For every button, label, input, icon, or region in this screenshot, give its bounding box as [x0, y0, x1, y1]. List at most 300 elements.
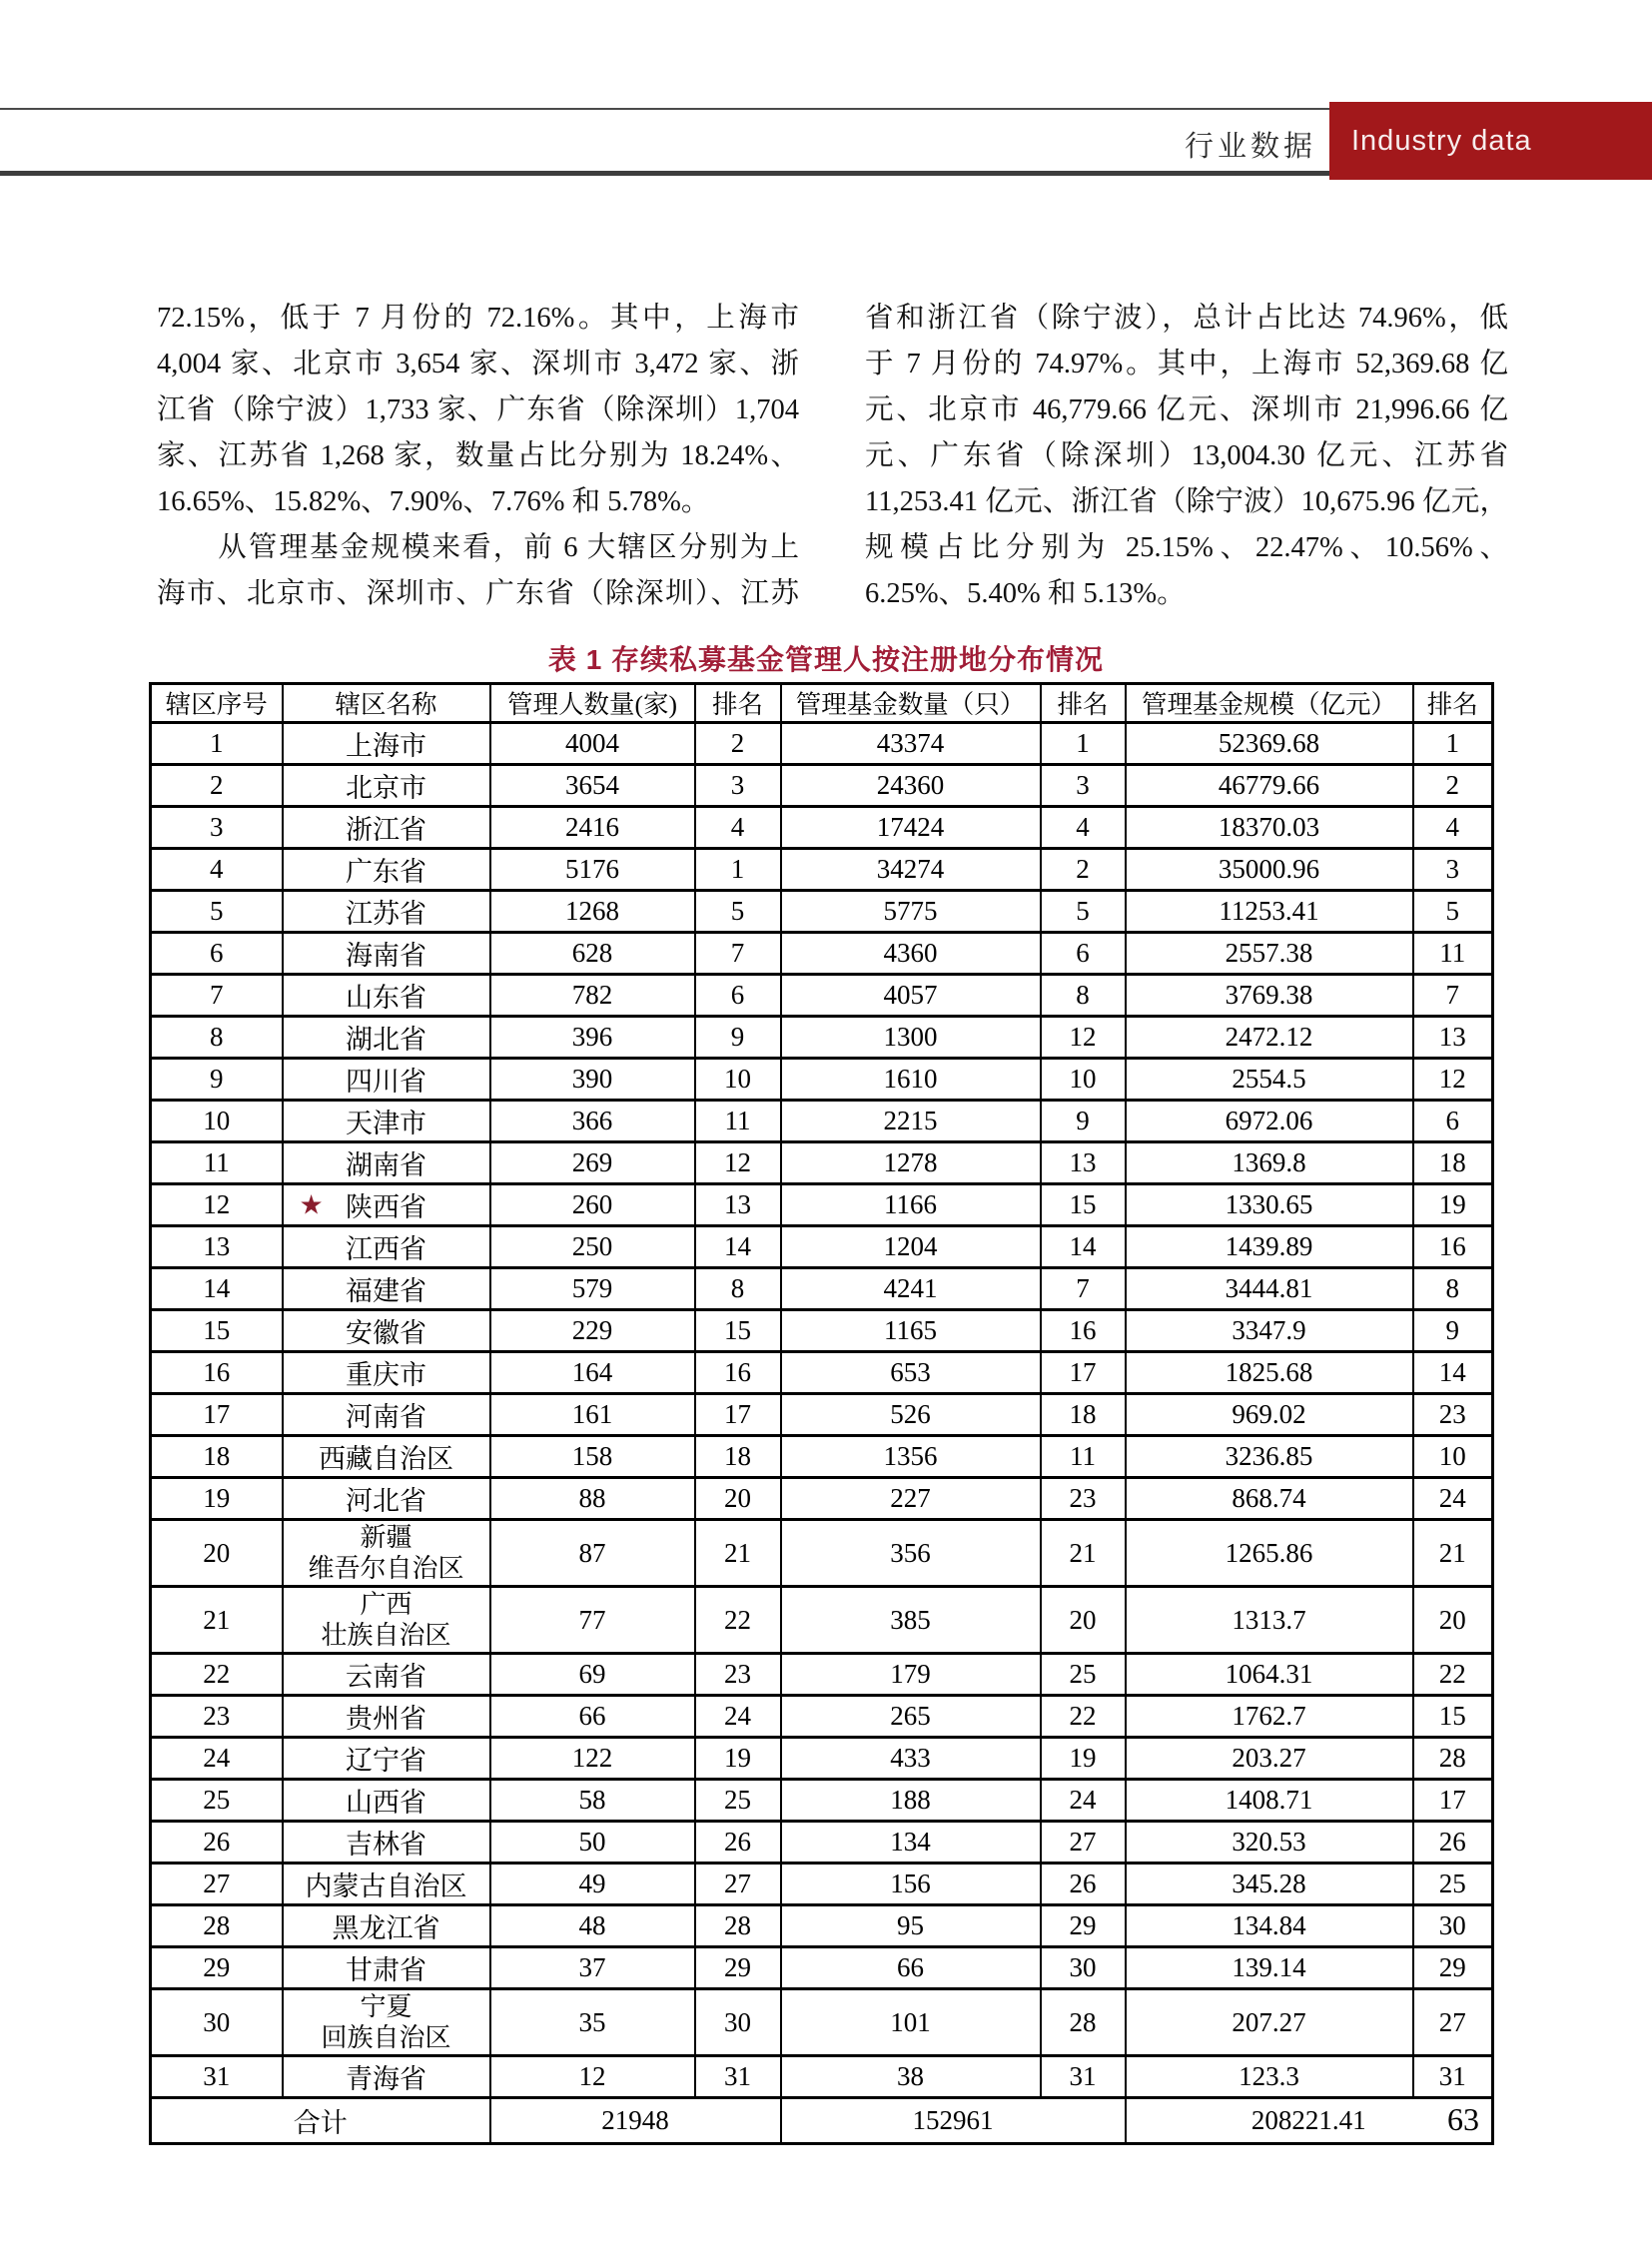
- column-header: 管理基金数量（只）: [781, 684, 1041, 723]
- cell-region-name: [283, 891, 490, 933]
- cell-funds: 95: [781, 1905, 1041, 1947]
- page-number: 63: [1447, 2101, 1479, 2137]
- cell-funds: 66: [781, 1947, 1041, 1989]
- cell-funds-rank: 18: [1041, 1394, 1126, 1436]
- cell-funds: 385: [781, 1587, 1041, 1654]
- cell-managers: 269: [490, 1142, 695, 1184]
- cell-funds-rank: 24: [1041, 1780, 1126, 1822]
- cell-funds: 17424: [781, 807, 1041, 849]
- cell-scale: 1825.68: [1126, 1352, 1413, 1394]
- cell-funds: 1300: [781, 1017, 1041, 1059]
- region-name: 上海市: [346, 731, 426, 761]
- cell-managers-rank: 10: [695, 1059, 781, 1101]
- cell-managers: 48: [490, 1905, 695, 1947]
- cell-region-no: 23: [151, 1696, 283, 1738]
- region-name: 宁夏 回族自治区: [321, 1992, 451, 2052]
- cell-managers: 5176: [490, 849, 695, 891]
- region-name: 青海省: [346, 2064, 426, 2094]
- table-row: [151, 933, 1493, 975]
- table-row: [151, 1352, 1493, 1394]
- cell-region-no: 14: [151, 1268, 283, 1310]
- cell-region-name: [283, 1101, 490, 1142]
- cell-region-name: [283, 1822, 490, 1864]
- table-row: [151, 1905, 1493, 1947]
- cell-funds: 101: [781, 1989, 1041, 2056]
- distribution-table: [149, 682, 1494, 2145]
- cell-region-no: 29: [151, 1947, 283, 1989]
- cell-region-no: 12: [151, 1184, 283, 1226]
- text-line: 元、北京市 46,779.66 亿元、深圳市 21,996.66 亿: [865, 394, 1508, 425]
- cell-scale-rank: 2: [1413, 765, 1493, 807]
- cell-managers-rank: 25: [695, 1780, 781, 1822]
- cell-managers-rank: 11: [695, 1101, 781, 1142]
- cell-scale: 2557.38: [1126, 933, 1413, 975]
- cell-funds-rank: 5: [1041, 891, 1126, 933]
- cell-managers: 12: [490, 2056, 695, 2098]
- cell-region-no: 8: [151, 1017, 283, 1059]
- region-name: 江苏省: [346, 899, 426, 929]
- table-row: [151, 1989, 1493, 2056]
- cell-scale: 3444.81: [1126, 1268, 1413, 1310]
- cell-managers-rank: 7: [695, 933, 781, 975]
- cell-managers: 122: [490, 1738, 695, 1780]
- region-name: 湖北省: [346, 1025, 426, 1055]
- table-row: [151, 1017, 1493, 1059]
- cell-region-no: 28: [151, 1905, 283, 1947]
- cell-scale: 134.84: [1126, 1905, 1413, 1947]
- cell-scale: 35000.96: [1126, 849, 1413, 891]
- header-rule-thin: [0, 108, 1329, 110]
- table-row: [151, 1268, 1493, 1310]
- section-label-en: Industry data: [1351, 124, 1532, 157]
- cell-scale-rank: 27: [1413, 1989, 1493, 2056]
- cell-region-no: 30: [151, 1989, 283, 2056]
- article-left-column: [157, 296, 799, 617]
- table-row: [151, 1184, 1493, 1226]
- text-line: 省和浙江省（除宁波），总计占比达 74.96%，低: [865, 303, 1508, 334]
- cell-managers-rank: 5: [695, 891, 781, 933]
- cell-scale-rank: 15: [1413, 1696, 1493, 1738]
- cell-managers: 69: [490, 1654, 695, 1696]
- cell-managers-rank: 3: [695, 765, 781, 807]
- cell-managers-rank: 30: [695, 1989, 781, 2056]
- cell-scale-rank: 24: [1413, 1478, 1493, 1520]
- cell-scale-rank: 19: [1413, 1184, 1493, 1226]
- region-name: 河北省: [346, 1486, 426, 1516]
- region-name: 贵州省: [346, 1704, 426, 1734]
- cell-managers: 229: [490, 1310, 695, 1352]
- cell-scale-rank: 26: [1413, 1822, 1493, 1864]
- cell-region-no: 15: [151, 1310, 283, 1352]
- cell-funds: 179: [781, 1654, 1041, 1696]
- cell-funds: 134: [781, 1822, 1041, 1864]
- region-name: 浙江省: [346, 815, 426, 845]
- column-header: 辖区序号: [151, 684, 283, 723]
- cell-managers: 35: [490, 1989, 695, 2056]
- table-row: [151, 807, 1493, 849]
- cell-managers: 50: [490, 1822, 695, 1864]
- cell-funds-rank: 19: [1041, 1738, 1126, 1780]
- cell-funds-rank: 4: [1041, 807, 1126, 849]
- region-name: 西藏自治区: [319, 1444, 453, 1474]
- cell-funds: 653: [781, 1352, 1041, 1394]
- cell-managers: 396: [490, 1017, 695, 1059]
- cell-scale-rank: 16: [1413, 1226, 1493, 1268]
- text-line: 6.25%、5.40% 和 5.13%。: [865, 578, 1186, 609]
- cell-region-name: [283, 975, 490, 1017]
- cell-scale-rank: 13: [1413, 1017, 1493, 1059]
- cell-region-no: 27: [151, 1864, 283, 1905]
- region-name: 吉林省: [346, 1830, 426, 1860]
- cell-scale: 6972.06: [1126, 1101, 1413, 1142]
- header-rule-thick: [0, 171, 1329, 176]
- cell-managers-rank: 18: [695, 1436, 781, 1478]
- cell-funds-rank: 16: [1041, 1310, 1126, 1352]
- cell-scale: 2554.5: [1126, 1059, 1413, 1101]
- table-title: 表 1 存续私募基金管理人按注册地分布情况: [547, 644, 1105, 675]
- region-name: 辽宁省: [346, 1746, 426, 1776]
- table-row: [151, 1101, 1493, 1142]
- cell-funds-rank: 2: [1041, 849, 1126, 891]
- cell-region-no: 16: [151, 1352, 283, 1394]
- region-name: 山东省: [346, 983, 426, 1013]
- cell-region-name: [283, 1989, 490, 2056]
- cell-funds-rank: 23: [1041, 1478, 1126, 1520]
- cell-total-managers: 21948: [490, 2098, 781, 2144]
- cell-funds: 4360: [781, 933, 1041, 975]
- cell-managers: 390: [490, 1059, 695, 1101]
- cell-region-no: 3: [151, 807, 283, 849]
- cell-managers: 260: [490, 1184, 695, 1226]
- table-row: [151, 975, 1493, 1017]
- cell-region-name: [283, 723, 490, 765]
- cell-funds-rank: 12: [1041, 1017, 1126, 1059]
- cell-managers-rank: 8: [695, 1268, 781, 1310]
- cell-scale: 1439.89: [1126, 1226, 1413, 1268]
- cell-scale: 3347.9: [1126, 1310, 1413, 1352]
- text-line: 元、广东省（除深圳）13,004.30 亿元、江苏省: [865, 440, 1508, 471]
- cell-scale: 969.02: [1126, 1394, 1413, 1436]
- cell-funds: 24360: [781, 765, 1041, 807]
- region-name: 内蒙古自治区: [305, 1871, 467, 1901]
- cell-funds: 227: [781, 1478, 1041, 1520]
- cell-funds-rank: 7: [1041, 1268, 1126, 1310]
- cell-scale-rank: 9: [1413, 1310, 1493, 1352]
- cell-region-name: [283, 933, 490, 975]
- cell-region-name: [283, 1947, 490, 1989]
- cell-funds: 1166: [781, 1184, 1041, 1226]
- region-name: 福建省: [346, 1276, 426, 1306]
- column-header: 管理基金规模（亿元）: [1126, 684, 1413, 723]
- region-name: 广东省: [346, 857, 426, 887]
- cell-scale: 1265.86: [1126, 1520, 1413, 1587]
- cell-funds-rank: 13: [1041, 1142, 1126, 1184]
- table-header-row: [151, 684, 1493, 723]
- cell-funds-rank: 27: [1041, 1822, 1126, 1864]
- cell-managers-rank: 26: [695, 1822, 781, 1864]
- cell-region-name: [283, 1394, 490, 1436]
- text-line: 4,004 家、北京市 3,654 家、深圳市 3,472 家、浙: [157, 349, 799, 379]
- text-line: 于 7 月份的 74.97%。其中，上海市 52,369.68 亿: [865, 349, 1508, 379]
- cell-scale: 203.27: [1126, 1738, 1413, 1780]
- cell-scale: 1762.7: [1126, 1696, 1413, 1738]
- cell-managers: 2416: [490, 807, 695, 849]
- cell-managers-rank: 19: [695, 1738, 781, 1780]
- cell-scale: 207.27: [1126, 1989, 1413, 2056]
- cell-region-no: 18: [151, 1436, 283, 1478]
- cell-managers: 88: [490, 1478, 695, 1520]
- cell-region-name: [283, 849, 490, 891]
- cell-managers-rank: 21: [695, 1520, 781, 1587]
- cell-scale: 123.3: [1126, 2056, 1413, 2098]
- table-row: [151, 1310, 1493, 1352]
- cell-scale: 868.74: [1126, 1478, 1413, 1520]
- text-line: 从管理基金规模来看，前 6 大辖区分别为上: [157, 532, 799, 563]
- cell-region-name: [283, 1864, 490, 1905]
- table-row: [151, 1738, 1493, 1780]
- cell-managers: 49: [490, 1864, 695, 1905]
- cell-managers-rank: 29: [695, 1947, 781, 1989]
- cell-region-no: 22: [151, 1654, 283, 1696]
- region-name: 重庆市: [346, 1360, 426, 1390]
- cell-funds: 4241: [781, 1268, 1041, 1310]
- cell-funds-rank: 26: [1041, 1864, 1126, 1905]
- section-label-zh: 行业数据: [1184, 131, 1316, 163]
- text-line: 72.15%，低于 7 月份的 72.16%。其中，上海市: [157, 303, 799, 334]
- cell-scale-rank: 6: [1413, 1101, 1493, 1142]
- cell-region-name: [283, 1905, 490, 1947]
- cell-managers-rank: 6: [695, 975, 781, 1017]
- total-row: [151, 2098, 1493, 2144]
- cell-funds-rank: 11: [1041, 1436, 1126, 1478]
- cell-scale: 1408.71: [1126, 1780, 1413, 1822]
- cell-managers-rank: 1: [695, 849, 781, 891]
- cell-managers-rank: 28: [695, 1905, 781, 1947]
- table-row: [151, 1059, 1493, 1101]
- cell-funds-rank: 1: [1041, 723, 1126, 765]
- cell-scale-rank: 31: [1413, 2056, 1493, 2098]
- region-name: 湖南省: [346, 1150, 426, 1180]
- cell-funds: 4057: [781, 975, 1041, 1017]
- cell-region-name: [283, 1017, 490, 1059]
- cell-funds: 356: [781, 1520, 1041, 1587]
- cell-region-no: 21: [151, 1587, 283, 1654]
- cell-region-name: [283, 1587, 490, 1654]
- cell-funds: 156: [781, 1864, 1041, 1905]
- table-row: [151, 1436, 1493, 1478]
- cell-scale: 52369.68: [1126, 723, 1413, 765]
- cell-managers: 3654: [490, 765, 695, 807]
- cell-scale: 11253.41: [1126, 891, 1413, 933]
- cell-region-no: 2: [151, 765, 283, 807]
- cell-region-name: [283, 1059, 490, 1101]
- cell-scale-rank: 30: [1413, 1905, 1493, 1947]
- cell-managers: 164: [490, 1352, 695, 1394]
- cell-region-name: [283, 1268, 490, 1310]
- cell-region-no: 31: [151, 2056, 283, 2098]
- cell-scale: 18370.03: [1126, 807, 1413, 849]
- article-right-column: [865, 296, 1508, 617]
- cell-scale-rank: 28: [1413, 1738, 1493, 1780]
- cell-managers-rank: 2: [695, 723, 781, 765]
- column-header: 排名: [1041, 684, 1126, 723]
- cell-total-label: 合计: [151, 2098, 490, 2144]
- cell-funds-rank: 25: [1041, 1654, 1126, 1696]
- cell-total-funds: 152961: [781, 2098, 1126, 2144]
- cell-managers-rank: 14: [695, 1226, 781, 1268]
- cell-funds: 1204: [781, 1226, 1041, 1268]
- cell-managers: 628: [490, 933, 695, 975]
- cell-funds: 1278: [781, 1142, 1041, 1184]
- cell-scale: 1330.65: [1126, 1184, 1413, 1226]
- star-icon: ★: [299, 1189, 324, 1220]
- cell-managers: 58: [490, 1780, 695, 1822]
- table-row: [151, 1696, 1493, 1738]
- cell-region-name: [283, 807, 490, 849]
- cell-scale: 320.53: [1126, 1822, 1413, 1864]
- cell-managers: 250: [490, 1226, 695, 1268]
- cell-managers-rank: 16: [695, 1352, 781, 1394]
- cell-scale: 1064.31: [1126, 1654, 1413, 1696]
- cell-managers: 66: [490, 1696, 695, 1738]
- cell-funds-rank: 15: [1041, 1184, 1126, 1226]
- cell-managers-rank: 12: [695, 1142, 781, 1184]
- cell-region-name: [283, 1352, 490, 1394]
- cell-funds: 433: [781, 1738, 1041, 1780]
- cell-managers: 782: [490, 975, 695, 1017]
- industry-data-banner: [1329, 102, 1652, 180]
- cell-region-name: [283, 1184, 490, 1226]
- cell-scale-rank: 18: [1413, 1142, 1493, 1184]
- cell-scale-rank: 29: [1413, 1947, 1493, 1989]
- cell-managers-rank: 15: [695, 1310, 781, 1352]
- table-row: [151, 891, 1493, 933]
- cell-scale-rank: 11: [1413, 933, 1493, 975]
- cell-funds-rank: 20: [1041, 1587, 1126, 1654]
- cell-scale-rank: 14: [1413, 1352, 1493, 1394]
- cell-total-scale: 208221.41: [1126, 2098, 1493, 2144]
- region-name: 广西 壮族自治区: [321, 1590, 451, 1650]
- cell-region-no: 19: [151, 1478, 283, 1520]
- cell-funds-rank: 28: [1041, 1989, 1126, 2056]
- table-row: [151, 849, 1493, 891]
- cell-region-name: [283, 1226, 490, 1268]
- text-line: 江省（除宁波）1,733 家、广东省（除深圳）1,704: [157, 394, 799, 425]
- cell-funds-rank: 17: [1041, 1352, 1126, 1394]
- cell-funds-rank: 3: [1041, 765, 1126, 807]
- text-line: 11,253.41 亿元、浙江省（除宁波）10,675.96 亿元，: [865, 486, 1508, 517]
- table-row: [151, 1478, 1493, 1520]
- cell-region-no: 20: [151, 1520, 283, 1587]
- cell-funds: 1165: [781, 1310, 1041, 1352]
- cell-region-no: 1: [151, 723, 283, 765]
- table-row: [151, 723, 1493, 765]
- region-name: 北京市: [346, 773, 426, 803]
- cell-funds-rank: 30: [1041, 1947, 1126, 1989]
- cell-funds-rank: 21: [1041, 1520, 1126, 1587]
- cell-region-name: [283, 765, 490, 807]
- cell-managers: 158: [490, 1436, 695, 1478]
- cell-managers-rank: 13: [695, 1184, 781, 1226]
- cell-managers-rank: 31: [695, 2056, 781, 2098]
- cell-region-name: [283, 2056, 490, 2098]
- region-name: 四川省: [346, 1067, 426, 1097]
- region-name: 甘肃省: [346, 1955, 426, 1985]
- column-header: 排名: [695, 684, 781, 723]
- cell-region-no: 7: [151, 975, 283, 1017]
- cell-managers: 77: [490, 1587, 695, 1654]
- column-header: 辖区名称: [283, 684, 490, 723]
- cell-region-no: 26: [151, 1822, 283, 1864]
- cell-scale-rank: 10: [1413, 1436, 1493, 1478]
- cell-scale-rank: 20: [1413, 1587, 1493, 1654]
- cell-managers-rank: 24: [695, 1696, 781, 1738]
- cell-region-no: 17: [151, 1394, 283, 1436]
- cell-managers: 1268: [490, 891, 695, 933]
- cell-scale-rank: 7: [1413, 975, 1493, 1017]
- cell-managers-rank: 27: [695, 1864, 781, 1905]
- cell-funds: 5775: [781, 891, 1041, 933]
- cell-funds: 526: [781, 1394, 1041, 1436]
- cell-region-name: [283, 1310, 490, 1352]
- cell-managers-rank: 22: [695, 1587, 781, 1654]
- column-header: 排名: [1413, 684, 1493, 723]
- cell-region-name: [283, 1738, 490, 1780]
- cell-region-name: [283, 1142, 490, 1184]
- cell-scale-rank: 1: [1413, 723, 1493, 765]
- table-row: [151, 1864, 1493, 1905]
- text-line: 规模占比分别为 25.15%、22.47%、10.56%、: [865, 532, 1508, 563]
- cell-managers-rank: 23: [695, 1654, 781, 1696]
- cell-funds-rank: 10: [1041, 1059, 1126, 1101]
- region-name: 河南省: [346, 1402, 426, 1432]
- cell-managers: 4004: [490, 723, 695, 765]
- cell-region-name: [283, 1436, 490, 1478]
- cell-scale: 1369.8: [1126, 1142, 1413, 1184]
- cell-funds-rank: 8: [1041, 975, 1126, 1017]
- cell-managers: 87: [490, 1520, 695, 1587]
- table-row: [151, 1394, 1493, 1436]
- cell-managers-rank: 4: [695, 807, 781, 849]
- cell-scale: 3236.85: [1126, 1436, 1413, 1478]
- cell-funds-rank: 22: [1041, 1696, 1126, 1738]
- cell-funds: 265: [781, 1696, 1041, 1738]
- cell-funds: 2215: [781, 1101, 1041, 1142]
- cell-scale-rank: 22: [1413, 1654, 1493, 1696]
- region-name: 天津市: [346, 1109, 426, 1138]
- cell-funds: 1356: [781, 1436, 1041, 1478]
- column-header: 管理人数量(家): [490, 684, 695, 723]
- table-row: [151, 1822, 1493, 1864]
- cell-region-name: [283, 1478, 490, 1520]
- cell-managers-rank: 20: [695, 1478, 781, 1520]
- cell-region-no: 10: [151, 1101, 283, 1142]
- cell-managers-rank: 9: [695, 1017, 781, 1059]
- cell-funds-rank: 9: [1041, 1101, 1126, 1142]
- table-row: [151, 2056, 1493, 2098]
- text-line: 16.65%、15.82%、7.90%、7.76% 和 5.78%。: [157, 486, 710, 517]
- table-row: [151, 1142, 1493, 1184]
- cell-region-name: [283, 1520, 490, 1587]
- cell-managers: 161: [490, 1394, 695, 1436]
- cell-scale: 1313.7: [1126, 1587, 1413, 1654]
- cell-scale: 139.14: [1126, 1947, 1413, 1989]
- cell-managers: 366: [490, 1101, 695, 1142]
- cell-region-no: 13: [151, 1226, 283, 1268]
- cell-funds: 34274: [781, 849, 1041, 891]
- cell-scale: 46779.66: [1126, 765, 1413, 807]
- cell-scale-rank: 25: [1413, 1864, 1493, 1905]
